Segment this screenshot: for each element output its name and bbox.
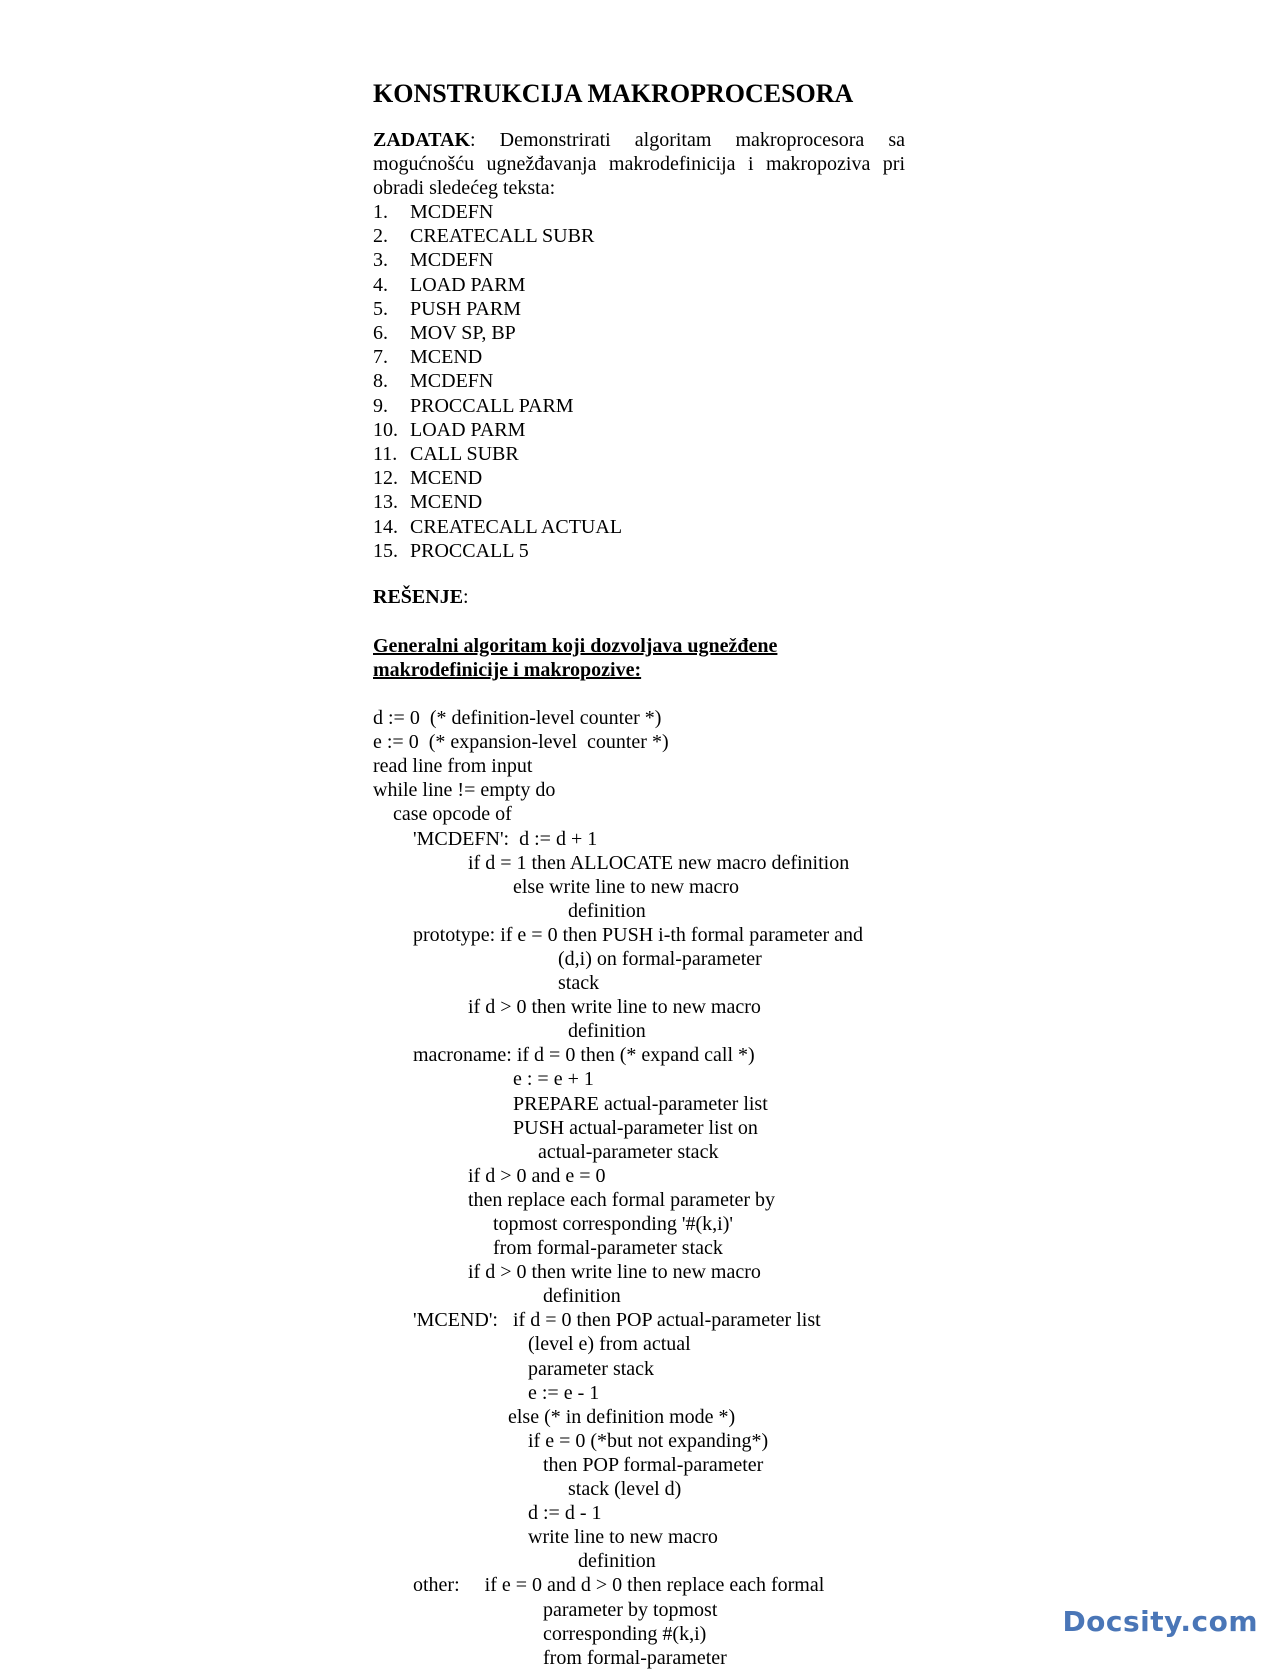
pseudocode-line: macroname: if d = 0 then (* expand call *): [373, 1044, 755, 1067]
pseudocode-line: while line != empty do: [373, 779, 556, 802]
document-page: [373, 78, 905, 1670]
algorithm-subtitle-line: Generalni algoritam koji dozvoljava ugnežđene: [373, 635, 778, 658]
list-item-number: 10.: [373, 418, 398, 441]
list-item-text: PUSH PARM: [410, 297, 521, 320]
docsity-watermark[interactable]: Docsity.com: [1062, 1605, 1258, 1638]
list-item-number: 14.: [373, 515, 398, 538]
list-item: [373, 297, 905, 321]
list-item-text: CREATECALL SUBR: [410, 225, 595, 248]
list-item-number: 9.: [373, 394, 388, 417]
pseudocode-line: corresponding #(k,i): [373, 1622, 707, 1645]
list-item-number: 8.: [373, 370, 388, 393]
list-item: [373, 369, 905, 393]
pseudocode-line: stack (level d): [373, 1478, 682, 1501]
solution-suffix: :: [463, 586, 469, 609]
list-item: [373, 248, 905, 272]
pseudocode-line: topmost corresponding '#(k,i)': [373, 1213, 733, 1236]
pseudocode-line: prototype: if e = 0 then PUSH i-th formal parameter and: [373, 923, 864, 946]
pseudocode-line: definition: [373, 1285, 621, 1308]
task-text: : Demonstrirati algoritam makroprocesora sa mogućnošću ugnežđavanja makrodefinicija i makropoziva pri obradi sledećeg teksta:: [373, 129, 905, 199]
pseudocode-line: 'MCDEFN': d := d + 1: [373, 827, 598, 850]
pseudocode-line: if d = 1 then ALLOCATE new macro definition: [373, 851, 850, 874]
pseudocode-line: d := 0 (* definition-level counter *): [373, 707, 662, 730]
input-lines-list: [373, 200, 905, 563]
pseudocode-line: e := 0 (* expansion-level counter *): [373, 731, 669, 754]
pseudocode-line: then replace each formal parameter by: [373, 1188, 776, 1211]
list-item-text: PROCCALL 5: [410, 539, 529, 562]
list-item-text: MCDEFN: [410, 249, 494, 272]
pseudocode-line: else write line to new macro: [373, 875, 740, 898]
list-item: [373, 200, 905, 224]
pseudocode-line: definition: [373, 899, 646, 922]
list-item-text: LOAD PARM: [410, 273, 526, 296]
list-item-text: CREATECALL ACTUAL: [410, 515, 623, 538]
list-item-number: 7.: [373, 346, 388, 369]
pseudocode-line: stack: [373, 972, 600, 995]
pseudocode-line: from formal-parameter: [373, 1646, 727, 1669]
list-item: [373, 490, 905, 514]
pseudocode-line: PREPARE actual-parameter list: [373, 1092, 768, 1115]
list-item: [373, 466, 905, 490]
list-item-number: 4.: [373, 273, 388, 296]
pseudocode-line: if d > 0 then write line to new macro: [373, 996, 761, 1019]
list-item: [373, 224, 905, 248]
page-title: KONSTRUKCIJA MAKROPROCESORA: [373, 79, 854, 108]
pseudocode-line: write line to new macro: [373, 1526, 718, 1549]
pseudocode-line: PUSH actual-parameter list on: [373, 1116, 758, 1139]
list-item: [373, 394, 905, 418]
list-item-number: 1.: [373, 201, 388, 223]
pseudocode-line: d := d - 1: [373, 1502, 602, 1525]
pseudocode-line: if d > 0 and e = 0: [373, 1164, 606, 1187]
list-item: [373, 273, 905, 297]
list-item-text: LOAD PARM: [410, 418, 526, 441]
pseudocode-line: if e = 0 (*but not expanding*): [373, 1429, 769, 1452]
pseudocode-line: else (* in definition mode *): [373, 1405, 736, 1428]
list-item-number: 15.: [373, 539, 398, 562]
list-item-text: MCEND: [410, 346, 483, 369]
list-item-text: MCDEFN: [410, 201, 494, 223]
algorithm-subtitle-line: makrodefinicije i makropozive:: [373, 659, 642, 682]
list-item: [373, 442, 905, 466]
list-item-number: 2.: [373, 225, 388, 248]
pseudocode-line: definition: [373, 1550, 656, 1573]
algorithm-subtitle: [373, 634, 905, 682]
pseudocode-line: (level e) from actual: [373, 1333, 691, 1356]
list-item-number: 11.: [373, 443, 398, 466]
pseudocode-line: parameter stack: [373, 1357, 655, 1380]
list-item: [373, 515, 905, 539]
list-item-text: CALL SUBR: [410, 443, 519, 466]
pseudocode-line: 'MCEND': if d = 0 then POP actual-parameter list: [373, 1309, 821, 1332]
list-item-number: 12.: [373, 467, 398, 490]
algorithm-pseudocode: [373, 706, 905, 1670]
list-item: [373, 418, 905, 442]
solution-heading: [373, 585, 905, 609]
list-item-number: 3.: [373, 249, 388, 272]
list-item-number: 5.: [373, 297, 388, 320]
pseudocode-line: other: if e = 0 and d > 0 then replace each formal: [373, 1574, 825, 1597]
pseudocode-line: from formal-parameter stack: [373, 1237, 723, 1260]
pseudocode-line: actual-parameter stack: [373, 1140, 719, 1163]
task-paragraph: [373, 128, 905, 200]
list-item-text: MCEND: [410, 491, 483, 514]
pseudocode-line: case opcode of: [373, 803, 512, 826]
list-item-number: 6.: [373, 322, 388, 345]
list-item-text: MCDEFN: [410, 370, 494, 393]
pseudocode-line: read line from input: [373, 755, 533, 778]
pseudocode-line: then POP formal-parameter: [373, 1453, 764, 1476]
list-item-text: MOV SP, BP: [410, 322, 516, 345]
pseudocode-line: parameter by topmost: [373, 1598, 718, 1621]
pseudocode-line: e : = e + 1: [373, 1068, 594, 1091]
list-item-text: MCEND: [410, 467, 483, 490]
solution-label: REŠENJE: [373, 586, 464, 609]
list-item: [373, 321, 905, 345]
list-item: [373, 539, 905, 563]
list-item-text: PROCCALL PARM: [410, 394, 574, 417]
list-item-number: 13.: [373, 491, 398, 514]
pseudocode-line: if d > 0 then write line to new macro: [373, 1261, 761, 1284]
pseudocode-line: definition: [373, 1020, 646, 1043]
task-label: ZADATAK: [373, 129, 471, 151]
pseudocode-line: (d,i) on formal-parameter: [373, 947, 762, 970]
list-item: [373, 345, 905, 369]
pseudocode-line: e := e - 1: [373, 1381, 600, 1404]
